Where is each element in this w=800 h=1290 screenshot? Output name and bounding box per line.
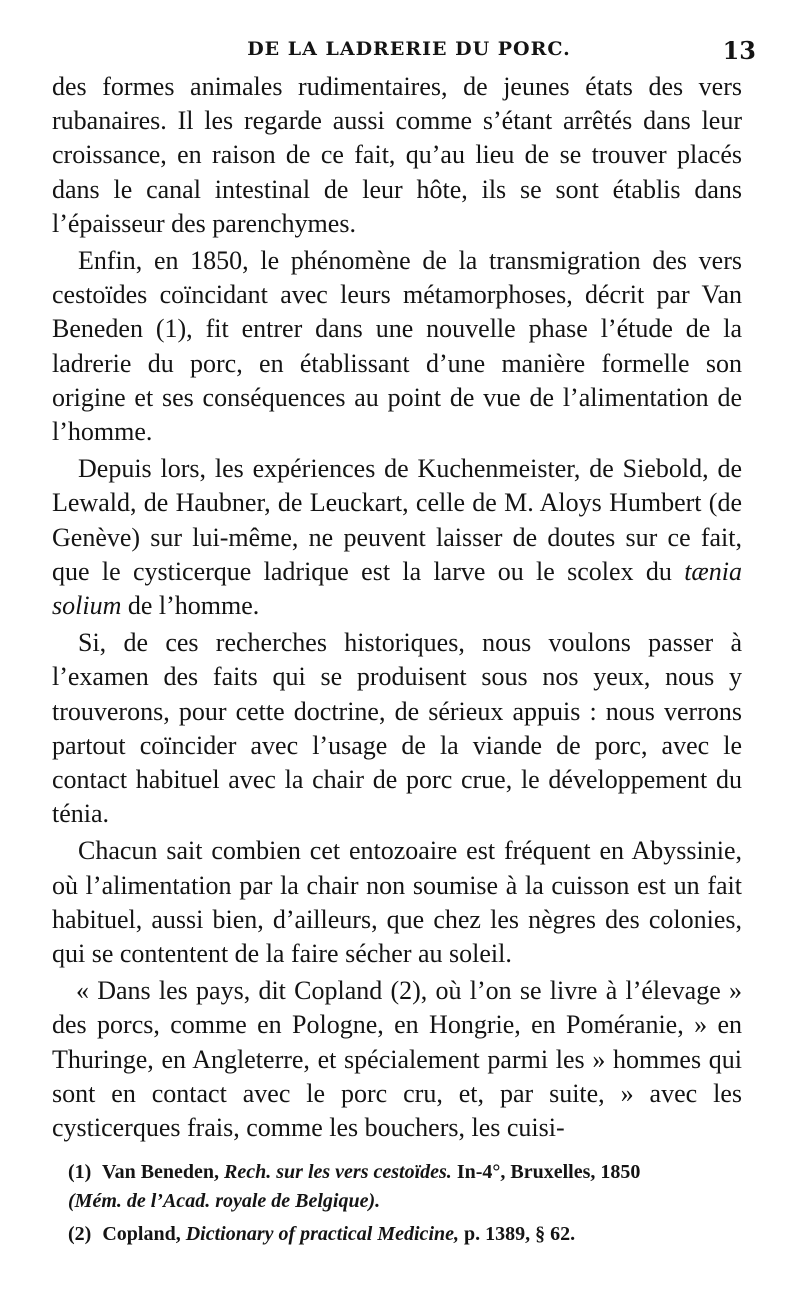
- paragraph-continuation: des formes animales rudimentaires, de jeunes états des vers rubanaires. Il les regarde aussi comme s’étant arrêtés dans leur croissance, en raison de ce fait, qu’au lieu de se trouver placés dans le canal intestinal de leur hôte, ils se sont établis dans l’épaisseur des parenchymes.: [52, 72, 742, 238]
- footnote-1-details: In-4°, Bruxelles, 1850: [456, 1161, 641, 1183]
- paragraph-recherches: Si, de ces recherches historiques, nous voulons passer à l’examen des faits qui se produisent sous nos yeux, nous y trouverons, pour cette doctrine, de sérieux appuis : nous verrons partout coïncider avec l’usage de la viande de porc, avec le contact habituel avec la chair de porc crue, le développement du ténia.: [52, 628, 742, 829]
- paragraph-copland-quote: « Dans les pays, dit Copland (2), où l’on se livre à l’élevage » des porcs, comme en Pologne, en Hongrie, en Poméranie, » en Thuringe, en Angleterre, et spécialement parmi les » hommes qui sont en contact avec le porc cru, et, par suite, » avec les cysticerques frais, comme les bouchers, les cuisi-: [52, 976, 742, 1143]
- running-title: DE LA LADRERIE DU PORC.: [247, 38, 571, 60]
- paragraph-experiences: [52, 452, 742, 623]
- footnote-1-author: Van Beneden,: [101, 1161, 220, 1183]
- running-header: [48, 34, 770, 66]
- footnotes: [68, 1158, 768, 1253]
- paragraph-experiences-text: Depuis lors, les expériences de Kuchenmeister, de Siebold, de Lewald, de Haubner, de Leuckart, celle de M. Aloys Humbert (de Genève) sur lui-même, ne peuvent laisser de doutes sur ce fait, que le cysticerque ladrique est la larve ou le scolex du: [52, 454, 742, 586]
- paragraph-abyssinie: Chacun sait combien cet entozoaire est fréquent en Abyssinie, où l’alimentation par la chair non soumise à la cuisson est un fait habituel, aussi bien, d’ailleurs, que chez les nègres des colonies, qui se contentent de la faire sécher au soleil.: [52, 836, 742, 969]
- body-text: [52, 70, 742, 1148]
- footnote-2-author: Copland,: [102, 1223, 181, 1245]
- species-name: tænia solium: [52, 556, 742, 621]
- paragraph-experiences-end: de l’homme.: [121, 591, 260, 621]
- footnote-1-title: Rech. sur les vers cestoïdes.: [224, 1161, 452, 1183]
- footnote-1: [68, 1158, 768, 1216]
- footnote-2: [68, 1220, 768, 1249]
- footnote-2-details: p. 1389, § 62.: [464, 1223, 576, 1245]
- footnote-2-title: Dictionary of practical Medicine,: [185, 1223, 459, 1245]
- footnote-1-continuation: (Mém. de l’Acad. royale de Belgique).: [68, 1190, 381, 1212]
- footnote-2-marker: (2): [68, 1223, 92, 1245]
- paragraph-van-beneden: Enfin, en 1850, le phénomène de la transmigration des vers cestoïdes coïncidant avec leurs métamorphoses, décrit par Van Beneden (1), fit entrer dans une nouvelle phase l’étude de la ladrerie du porc, en établissant d’une manière formelle son origine et ses conséquences au point de vue de l’alimentation de l’homme.: [52, 246, 742, 447]
- footnote-1-marker: (1): [68, 1161, 92, 1183]
- page-number: 13: [722, 36, 756, 65]
